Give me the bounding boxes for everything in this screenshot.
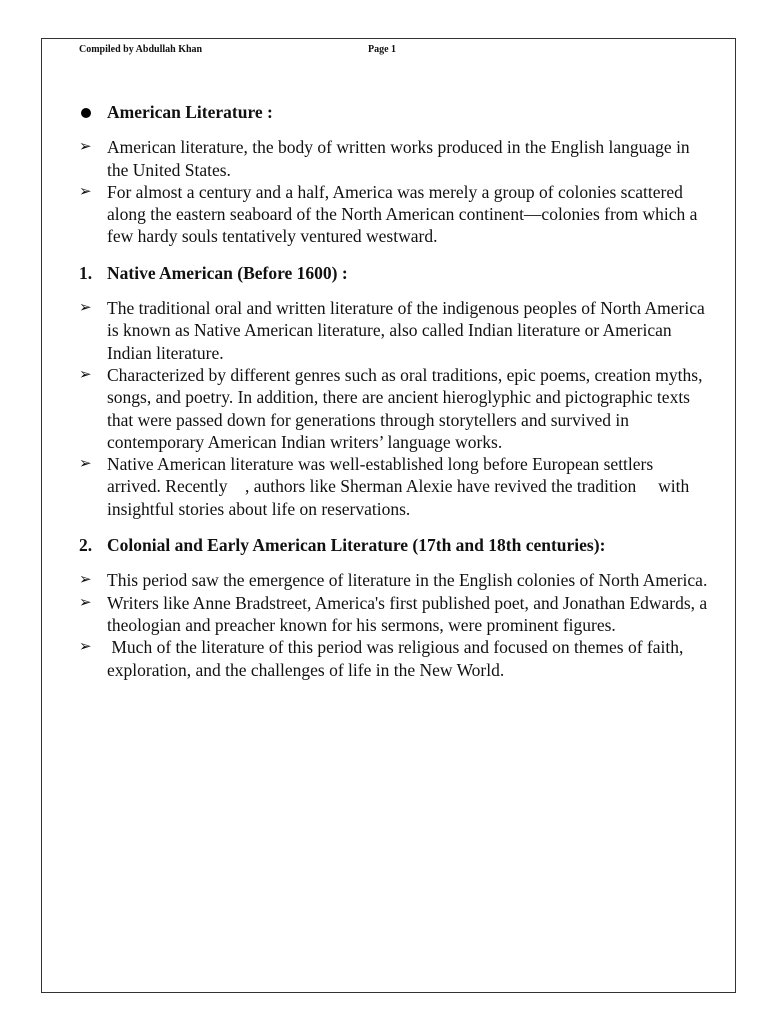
arrowhead-icon: ➢ [79,366,92,383]
bullet-list [79,136,709,247]
document-body [79,101,709,681]
arrowhead-icon: ➢ [79,594,92,611]
section-title: American Literature : [107,102,273,122]
section-heading [79,262,709,284]
arrowhead-icon: ➢ [79,300,92,317]
header-compiler: Compiled by Abdullah Khan [79,44,203,55]
bullet-list [79,569,709,680]
arrowhead-icon: ➢ [79,639,92,656]
list-item: ➢ American literature, the body of written works produced in the English language in the United States. [79,137,690,180]
arrowhead-icon: ➢ [79,572,92,589]
list-item: ➢ For almost a century and a half, America was merely a group of colonies scattered along the eastern seaboard of the North American continent—colonies from which a few hardy souls tentatively ventured westward. [79,181,698,247]
list-item: ➢ Characterized by different genres such as oral traditions, epic poems, creation myths, songs, and poetry. In addition, there are ancient hieroglyphic and pictographic texts that were passed down for generations through storytellers and survived in contemporary American Indian writers’ language works. [79,364,703,452]
list-item: ➢ This period saw the emergence of literature in the English colonies of North America. [79,570,708,591]
section-title: Native American (Before 1600) : [107,262,348,283]
filled-circle-icon [81,108,91,118]
list-item: ➢ Much of the literature of this period was religious and focused on themes of faith, exploration, and the challenges of life in the New World. [79,637,688,680]
arrowhead-icon: ➢ [79,456,92,473]
section-number: 1. [79,262,93,283]
bullet-list [79,297,709,520]
section-number: 2. [79,535,93,556]
section-title: Colonial and Early American Literature (17th and 18th centuries): [107,535,606,556]
arrowhead-icon: ➢ [79,139,92,156]
list-item: ➢ Writers like Anne Bradstreet, America's first published poet, and Jonathan Edwards, a theologian and preacher known for his sermons, were prominent figures. [79,592,708,635]
section-heading [79,534,709,556]
section-heading [79,101,709,123]
arrowhead-icon: ➢ [79,183,92,200]
list-item: ➢ Native American literature was well-established long before European settlers arrived. Recently , authors like Sherman Alexie have revived the tradition with insightful stories about life on reservations. [79,454,694,519]
header-page-number: Page 1 [368,44,397,55]
list-item: ➢ The traditional oral and written literature of the indigenous peoples of North America is known as Native American literature, also called Indian literature or American Indian literature. [79,298,705,363]
